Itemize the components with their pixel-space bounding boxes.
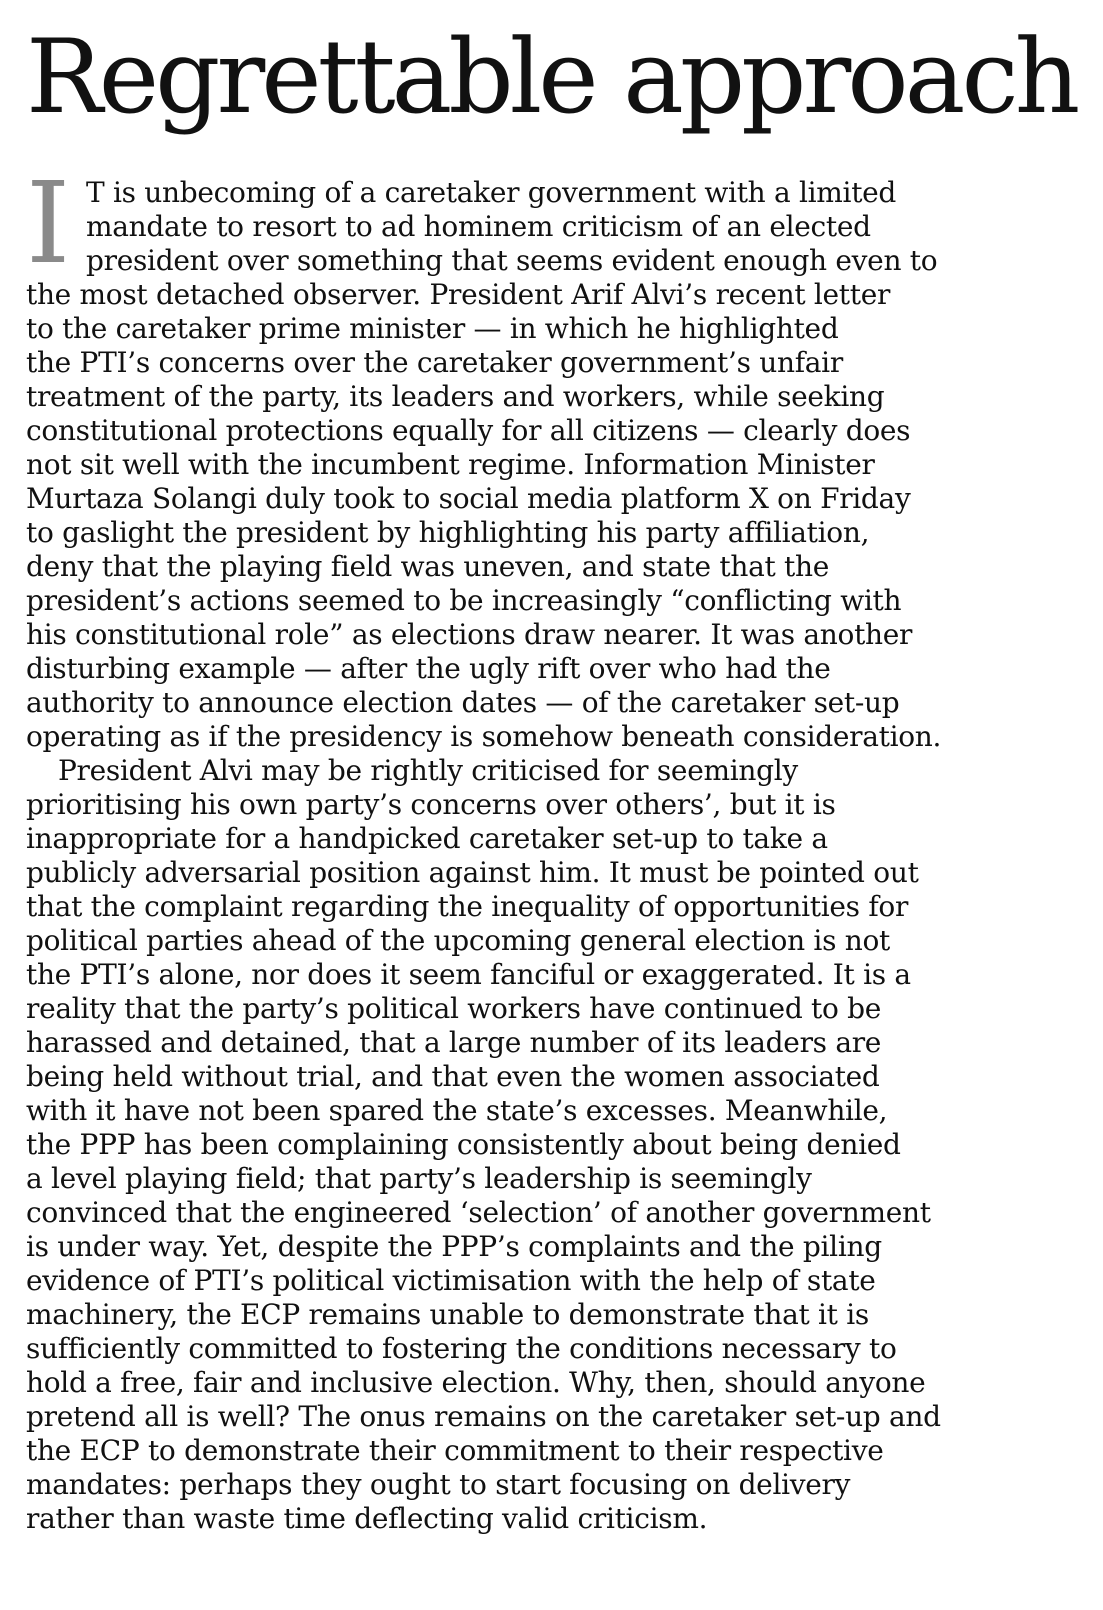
body-line: the ECP to demonstrate their commitment to their respective — [26, 1434, 884, 1467]
body-line: machinery, the ECP remains unable to demonstrate that it is — [26, 1298, 869, 1331]
body-line: reality that the party’s political workers have continued to be — [26, 992, 882, 1025]
body-line: mandates: perhaps they ought to start focusing on delivery — [26, 1468, 851, 1501]
body-line: his constitutional role” as elections draw nearer. It was another — [26, 618, 913, 651]
body-line: operating as if the presidency is somehow beneath consideration. — [26, 720, 942, 753]
body-line: a level playing field; that party’s leadership is seemingly — [26, 1162, 812, 1195]
body-line: prioritising his own party’s concerns over others’, but it is — [26, 788, 836, 821]
body-line: constitutional protections equally for all citizens — clearly does — [26, 414, 911, 447]
body-line: is under way. Yet, despite the PPP’s complaints and the piling — [26, 1230, 882, 1263]
body-line: not sit well with the incumbent regime. Information Minister — [26, 448, 875, 481]
body-line: to the caretaker prime minister — in which he highlighted — [26, 312, 839, 345]
body-line: president’s actions seemed to be increasingly “conflicting with — [26, 584, 902, 617]
body-line: evidence of PTI’s political victimisation with the help of state — [26, 1264, 876, 1297]
body-line: the most detached observer. President Arif Alvi’s recent letter — [26, 278, 891, 311]
body-line: the PTI’s alone, nor does it seem fanciful or exaggerated. It is a — [26, 958, 911, 991]
body-line: president over something that seems evident enough even to — [86, 244, 938, 277]
body-line: rather than waste time deflecting valid criticism. — [26, 1502, 708, 1535]
body-line: hold a free, fair and inclusive election. Why, then, should anyone — [26, 1366, 926, 1399]
body-line: inappropriate for a handpicked caretaker set-up to take a — [26, 822, 828, 855]
body-line: with it have not been spared the state’s excesses. Meanwhile, — [26, 1094, 888, 1127]
body-line: sufficiently committed to fostering the conditions necessary to — [26, 1332, 897, 1365]
body-line: political parties ahead of the upcoming general election is not — [26, 924, 891, 957]
body-line: convinced that the engineered ‘selection’ of another government — [26, 1196, 931, 1229]
body-line: harassed and detained, that a large number of its leaders are — [26, 1026, 882, 1059]
body-line: disturbing example — after the ugly rift over who had the — [26, 652, 831, 685]
body-line: treatment of the party, its leaders and workers, while seeking — [26, 380, 885, 413]
body-line: the PPP has been complaining consistently about being denied — [26, 1128, 901, 1161]
body-line: Murtaza Solangi duly took to social media platform X on Friday — [26, 482, 911, 515]
body-line: the PTI’s concerns over the caretaker government’s unfair — [26, 346, 843, 379]
body-line: T is unbecoming of a caretaker government with a limited — [86, 176, 897, 209]
drop-cap: I — [26, 159, 71, 289]
body-line: to gaslight the president by highlighting his party affiliation, — [26, 516, 870, 549]
body-line: publicly adversarial position against him. It must be pointed out — [26, 856, 919, 889]
body-line: President Alvi may be rightly criticised for seemingly — [58, 754, 798, 787]
body-line: deny that the playing field was uneven, and state that the — [26, 550, 829, 583]
headline: Regrettable approach — [26, 18, 1077, 137]
body-line: authority to announce election dates — of the caretaker set-up — [26, 686, 900, 719]
body-line: mandate to resort to ad hominem criticism of an elected — [86, 210, 871, 243]
body-line: being held without trial, and that even the women associated — [26, 1060, 880, 1093]
body-line: pretend all is well? The onus remains on the caretaker set-up and — [26, 1400, 941, 1433]
body-line: that the complaint regarding the inequality of opportunities for — [26, 890, 909, 923]
